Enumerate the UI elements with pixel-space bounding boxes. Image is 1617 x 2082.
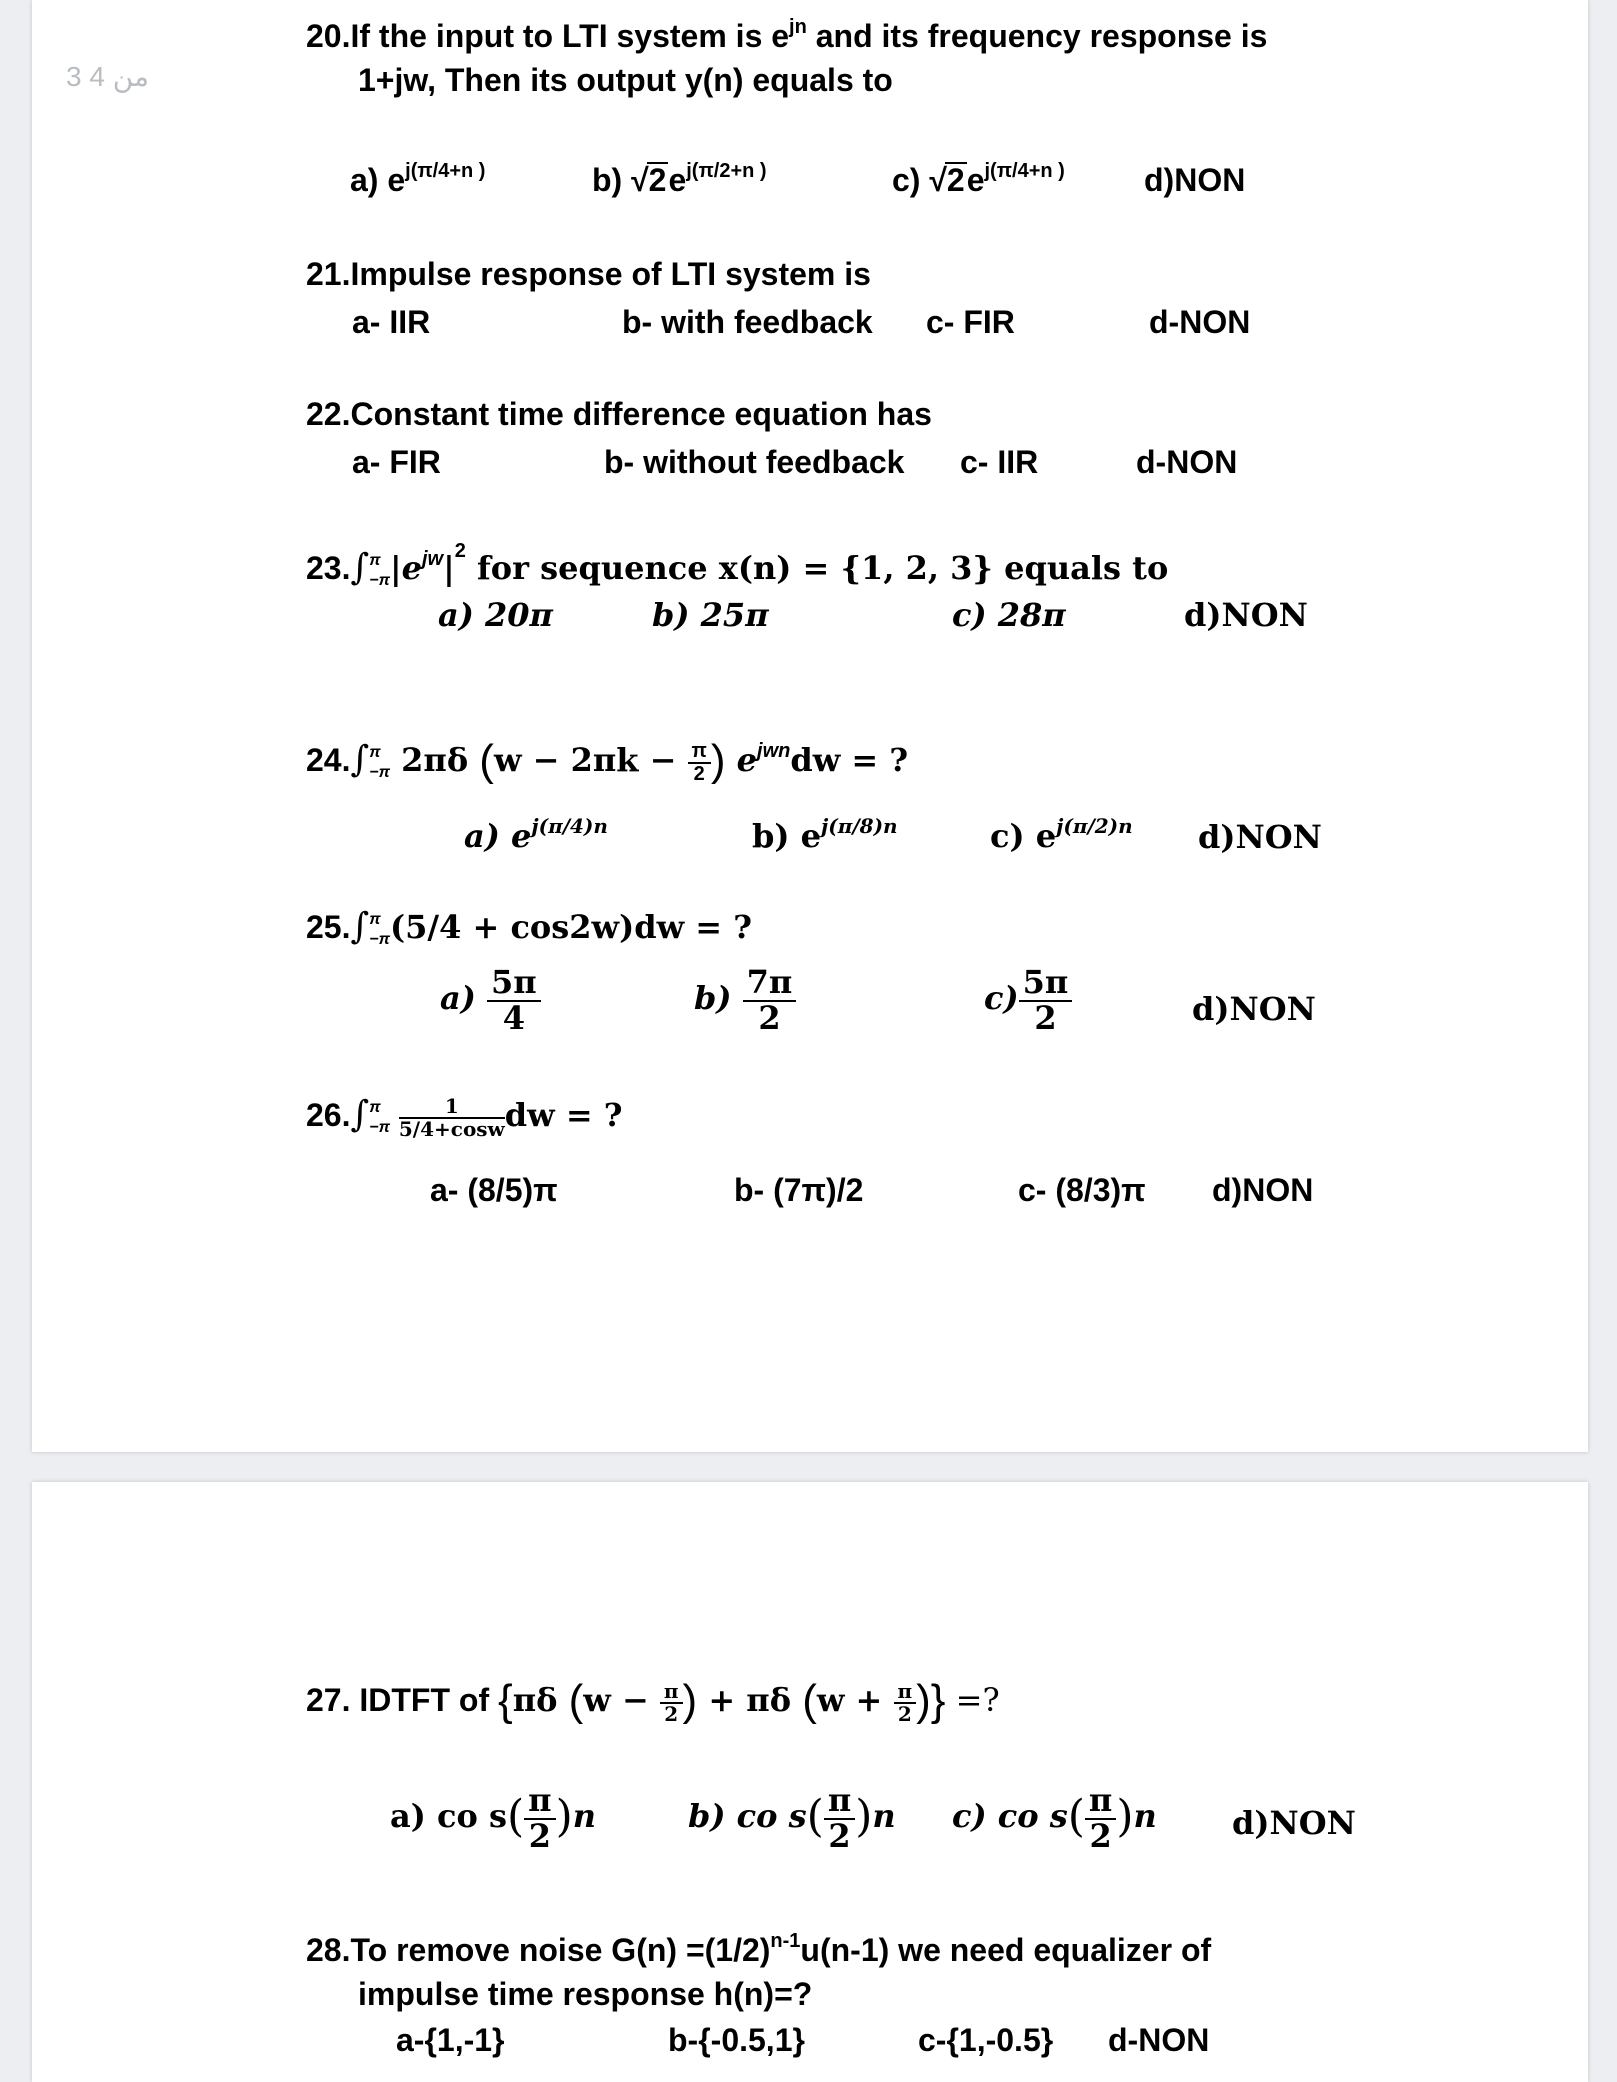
frac-den: 2 <box>528 1816 552 1855</box>
q25-option-d[interactable]: d)NON <box>1192 990 1316 1028</box>
question-20-text <box>306 16 1267 55</box>
question-28-line2: impulse time response h(n)=? <box>358 1976 813 2012</box>
q20-c-sup: j(π/4+n ) <box>984 160 1065 182</box>
lower-limit: −π <box>369 763 390 781</box>
q27-c-n: n <box>1133 1797 1157 1836</box>
q26-number: 26. <box>306 1097 351 1133</box>
q27-w2: w + <box>816 1681 894 1719</box>
q25-c-fraction <box>1019 963 1073 1037</box>
q20-option-c[interactable]: c) $√2e^{j(\pi/4+n )}$ <box>892 160 1065 198</box>
q22-option-b[interactable]: b- without feedback <box>604 444 905 480</box>
q27-c-fraction <box>1085 1781 1116 1855</box>
upper-limit: π <box>369 1099 381 1117</box>
frac-num: π <box>524 1784 555 1820</box>
q27-b-label: b) co s <box>688 1797 807 1836</box>
q25-b-label: b) <box>694 979 732 1018</box>
frac-num: π <box>824 1784 855 1820</box>
q25-option-b[interactable] <box>694 963 796 1037</box>
q28-option-a[interactable]: a-{1,-1} <box>396 2022 505 2058</box>
question-21-text: 21.Impulse response of LTI system is <box>306 256 871 292</box>
q27-c-label: c) co s <box>952 1797 1068 1836</box>
question-23-text <box>306 540 1168 590</box>
q23-option-b[interactable]: b) 25π <box>652 596 769 634</box>
q24-fraction <box>688 741 711 785</box>
q20-b-label: b) <box>592 162 632 198</box>
frac-den: 4 <box>502 998 525 1037</box>
q20-line1: 20.If the input to LTI system is e <box>306 18 790 54</box>
open-paren: ( <box>507 1791 525 1843</box>
open-paren: ( <box>568 1676 584 1725</box>
q28-line1: 28.To remove noise G(n) =(1/2) <box>306 1932 771 1968</box>
open-paren: ( <box>802 1676 817 1725</box>
integral-limits <box>369 743 390 781</box>
q22-option-d[interactable]: d-NON <box>1136 444 1238 480</box>
q24-e-sup: jwn <box>757 740 791 762</box>
q27-w1: w − <box>583 1681 660 1719</box>
question-20-line2: 1+jw, Then its output y(n) equals to <box>358 62 893 98</box>
q28-sup: n-1 <box>770 1930 801 1952</box>
integral-sign: ∫ <box>350 547 370 588</box>
q27-option-a[interactable] <box>390 1781 597 1855</box>
lower-limit: −π <box>369 1118 390 1136</box>
open-paren: ( <box>1067 1791 1085 1843</box>
q25-c-label: c) <box>984 979 1019 1018</box>
question-24-text <box>306 736 908 786</box>
q28-line1-end: u(n-1) we need equalizer of <box>800 1932 1212 1968</box>
q24-rest: dw = ? <box>790 741 909 779</box>
q24-c-label: c) e <box>990 817 1057 855</box>
close-paren: ) <box>555 1791 573 1843</box>
integral-sign: ∫ <box>350 906 370 947</box>
close-paren: ) <box>682 1676 698 1725</box>
close-paren: ) <box>916 1676 931 1725</box>
q24-body: 2πδ <box>389 741 480 779</box>
integral-limits <box>369 1098 390 1136</box>
q24-inner: w − 2πk − <box>493 741 688 779</box>
q22-option-a[interactable]: a- FIR <box>352 444 441 480</box>
open-paren: ( <box>479 736 494 785</box>
frac-num: 5π <box>1019 966 1073 1002</box>
q25-a-fraction <box>487 963 541 1037</box>
q23-option-d[interactable]: d)NON <box>1184 596 1308 634</box>
q23-body: |e <box>389 549 422 587</box>
q26-option-d[interactable]: d)NON <box>1212 1172 1314 1208</box>
upper-limit: π <box>369 911 381 929</box>
q23-option-c[interactable]: c) 28π <box>952 596 1066 634</box>
open-paren: ( <box>806 1791 824 1843</box>
q27-b-n: n <box>872 1797 896 1836</box>
q27-fraction-2 <box>894 1678 917 1726</box>
q25-number: 25. <box>306 909 351 945</box>
q20-c-e: e <box>966 162 985 198</box>
frac-den: 2 <box>693 762 705 785</box>
q27-a-n: n <box>572 1797 597 1836</box>
integral-limits <box>369 910 390 948</box>
frac-den: 2 <box>1034 998 1057 1037</box>
q26-option-a[interactable]: a- (8/5)π <box>430 1172 558 1208</box>
q28-option-d[interactable]: d-NON <box>1108 2022 1210 2058</box>
question-25-text <box>306 906 752 949</box>
page-2 <box>32 1482 1588 2082</box>
q23-rest: for sequence x(n) = {1, 2, 3} equals to <box>465 549 1169 587</box>
q24-option-d[interactable]: d)NON <box>1198 818 1322 856</box>
q20-b-root: 2 <box>648 162 667 198</box>
q25-option-c[interactable] <box>984 963 1072 1037</box>
frac-den: 2 <box>758 998 781 1037</box>
q20-line1-end: and its frequency response is <box>806 18 1268 54</box>
integral-sign: ∫ <box>350 1094 370 1135</box>
q27-end: =? <box>945 1681 1000 1719</box>
frac-den: 5/4+cosw <box>398 1116 505 1141</box>
q25-b-fraction <box>743 963 797 1037</box>
q20-option-d[interactable]: d)NON <box>1144 162 1246 198</box>
q23-option-a[interactable]: a) 20π <box>438 596 553 634</box>
q26-fraction <box>398 1093 505 1141</box>
close-paren: ) <box>710 736 726 785</box>
q24-e: e <box>725 741 758 779</box>
lower-limit: −π <box>369 930 390 948</box>
frac-den: 2 <box>664 1701 679 1726</box>
q24-b-label: b) e <box>752 817 822 855</box>
q20-sup: jn <box>789 16 807 38</box>
q21-option-b[interactable]: b- with feedback <box>622 304 873 340</box>
q28-option-b[interactable]: b-{-0.5,1} <box>668 2022 805 2058</box>
upper-limit: π <box>369 552 381 570</box>
frac-num: 5π <box>487 966 541 1002</box>
lower-limit: −π <box>369 571 390 589</box>
question-22-text: 22.Constant time difference equation has <box>306 396 932 432</box>
frac-num: π <box>1085 1784 1116 1820</box>
integral-limits <box>369 551 390 589</box>
page-1 <box>32 0 1588 1452</box>
frac-den: 2 <box>828 1816 851 1855</box>
q26-option-c[interactable]: c- (8/3)π <box>1018 1172 1146 1208</box>
frac-num: 7π <box>743 966 797 1002</box>
q24-b-sup: j(π/8)n <box>821 814 898 838</box>
frac-num: π <box>660 1681 683 1704</box>
q20-b-sup: j(π/2+n ) <box>686 160 767 182</box>
upper-limit: π <box>369 744 381 762</box>
question-26-text <box>306 1094 623 1140</box>
q26-rest: dw = ? <box>504 1096 623 1134</box>
q21-option-d[interactable]: d-NON <box>1149 304 1251 340</box>
q20-c-label: c) <box>892 162 930 198</box>
q23-abs-bar: | <box>443 549 455 587</box>
q27-option-c[interactable] <box>952 1781 1157 1855</box>
frac-num: π <box>894 1681 917 1704</box>
page-counter: 3 من 4 <box>66 61 150 92</box>
q21-option-c[interactable]: c- FIR <box>926 304 1015 340</box>
q27-plus-term: + πδ <box>697 1681 803 1719</box>
q20-c-root: 2 <box>946 162 965 198</box>
open-brace: { <box>498 1676 513 1725</box>
q24-number: 24. <box>306 742 351 778</box>
q22-option-c[interactable]: c- IIR <box>960 444 1039 480</box>
q25-option-a[interactable] <box>440 963 541 1037</box>
q23-sup: jw <box>421 548 444 570</box>
q27-option-b[interactable] <box>688 1781 896 1855</box>
frac-den: 2 <box>1089 1816 1112 1855</box>
frac-num: π <box>688 741 711 764</box>
frac-den: 2 <box>897 1701 912 1726</box>
q27-option-d[interactable]: d)NON <box>1232 1804 1356 1842</box>
q27-fraction-1 <box>660 1678 683 1726</box>
q25-body: (5/4 + cos2w)dw = ? <box>389 908 752 946</box>
q27-lead: 27. IDTFT of <box>306 1682 498 1718</box>
question-27-text <box>306 1676 1000 1726</box>
close-paren: ) <box>855 1791 873 1843</box>
q20-option-b[interactable]: b) $√2e^{j(\pi/2+n )}$ <box>592 160 767 198</box>
close-paren: ) <box>1116 1791 1134 1843</box>
integral-sign: ∫ <box>350 739 370 780</box>
q20-b-e: e <box>668 162 687 198</box>
q27-term1: πδ <box>512 1681 569 1719</box>
q26-option-b[interactable]: b- (7π)/2 <box>734 1172 864 1208</box>
q20-a-sup: j(π/4+n ) <box>405 160 486 182</box>
q20-option-a[interactable] <box>350 160 485 199</box>
q27-b-fraction <box>824 1781 855 1855</box>
q20-a-label: a) e <box>350 162 406 198</box>
q24-a-sup: j(π/4)n <box>531 814 608 838</box>
q28-option-c[interactable]: c-{1,-0.5} <box>918 2022 1054 2058</box>
q23-number: 23. <box>306 550 351 586</box>
q24-c-sup: j(π/2)n <box>1056 814 1133 838</box>
q27-a-label: a) co s <box>390 1797 507 1836</box>
q24-option-c[interactable] <box>990 814 1133 855</box>
question-28-text <box>306 1930 1211 1969</box>
q25-a-label: a) <box>440 979 476 1018</box>
q21-option-a[interactable]: a- IIR <box>352 304 431 340</box>
close-brace: } <box>930 1676 946 1725</box>
q24-option-a[interactable] <box>464 814 608 855</box>
frac-num: 1 <box>399 1096 505 1119</box>
q24-a-label: a) e <box>464 817 532 855</box>
q23-power: 2 <box>454 540 466 562</box>
q27-a-fraction <box>524 1781 555 1855</box>
q24-option-b[interactable] <box>752 814 898 855</box>
